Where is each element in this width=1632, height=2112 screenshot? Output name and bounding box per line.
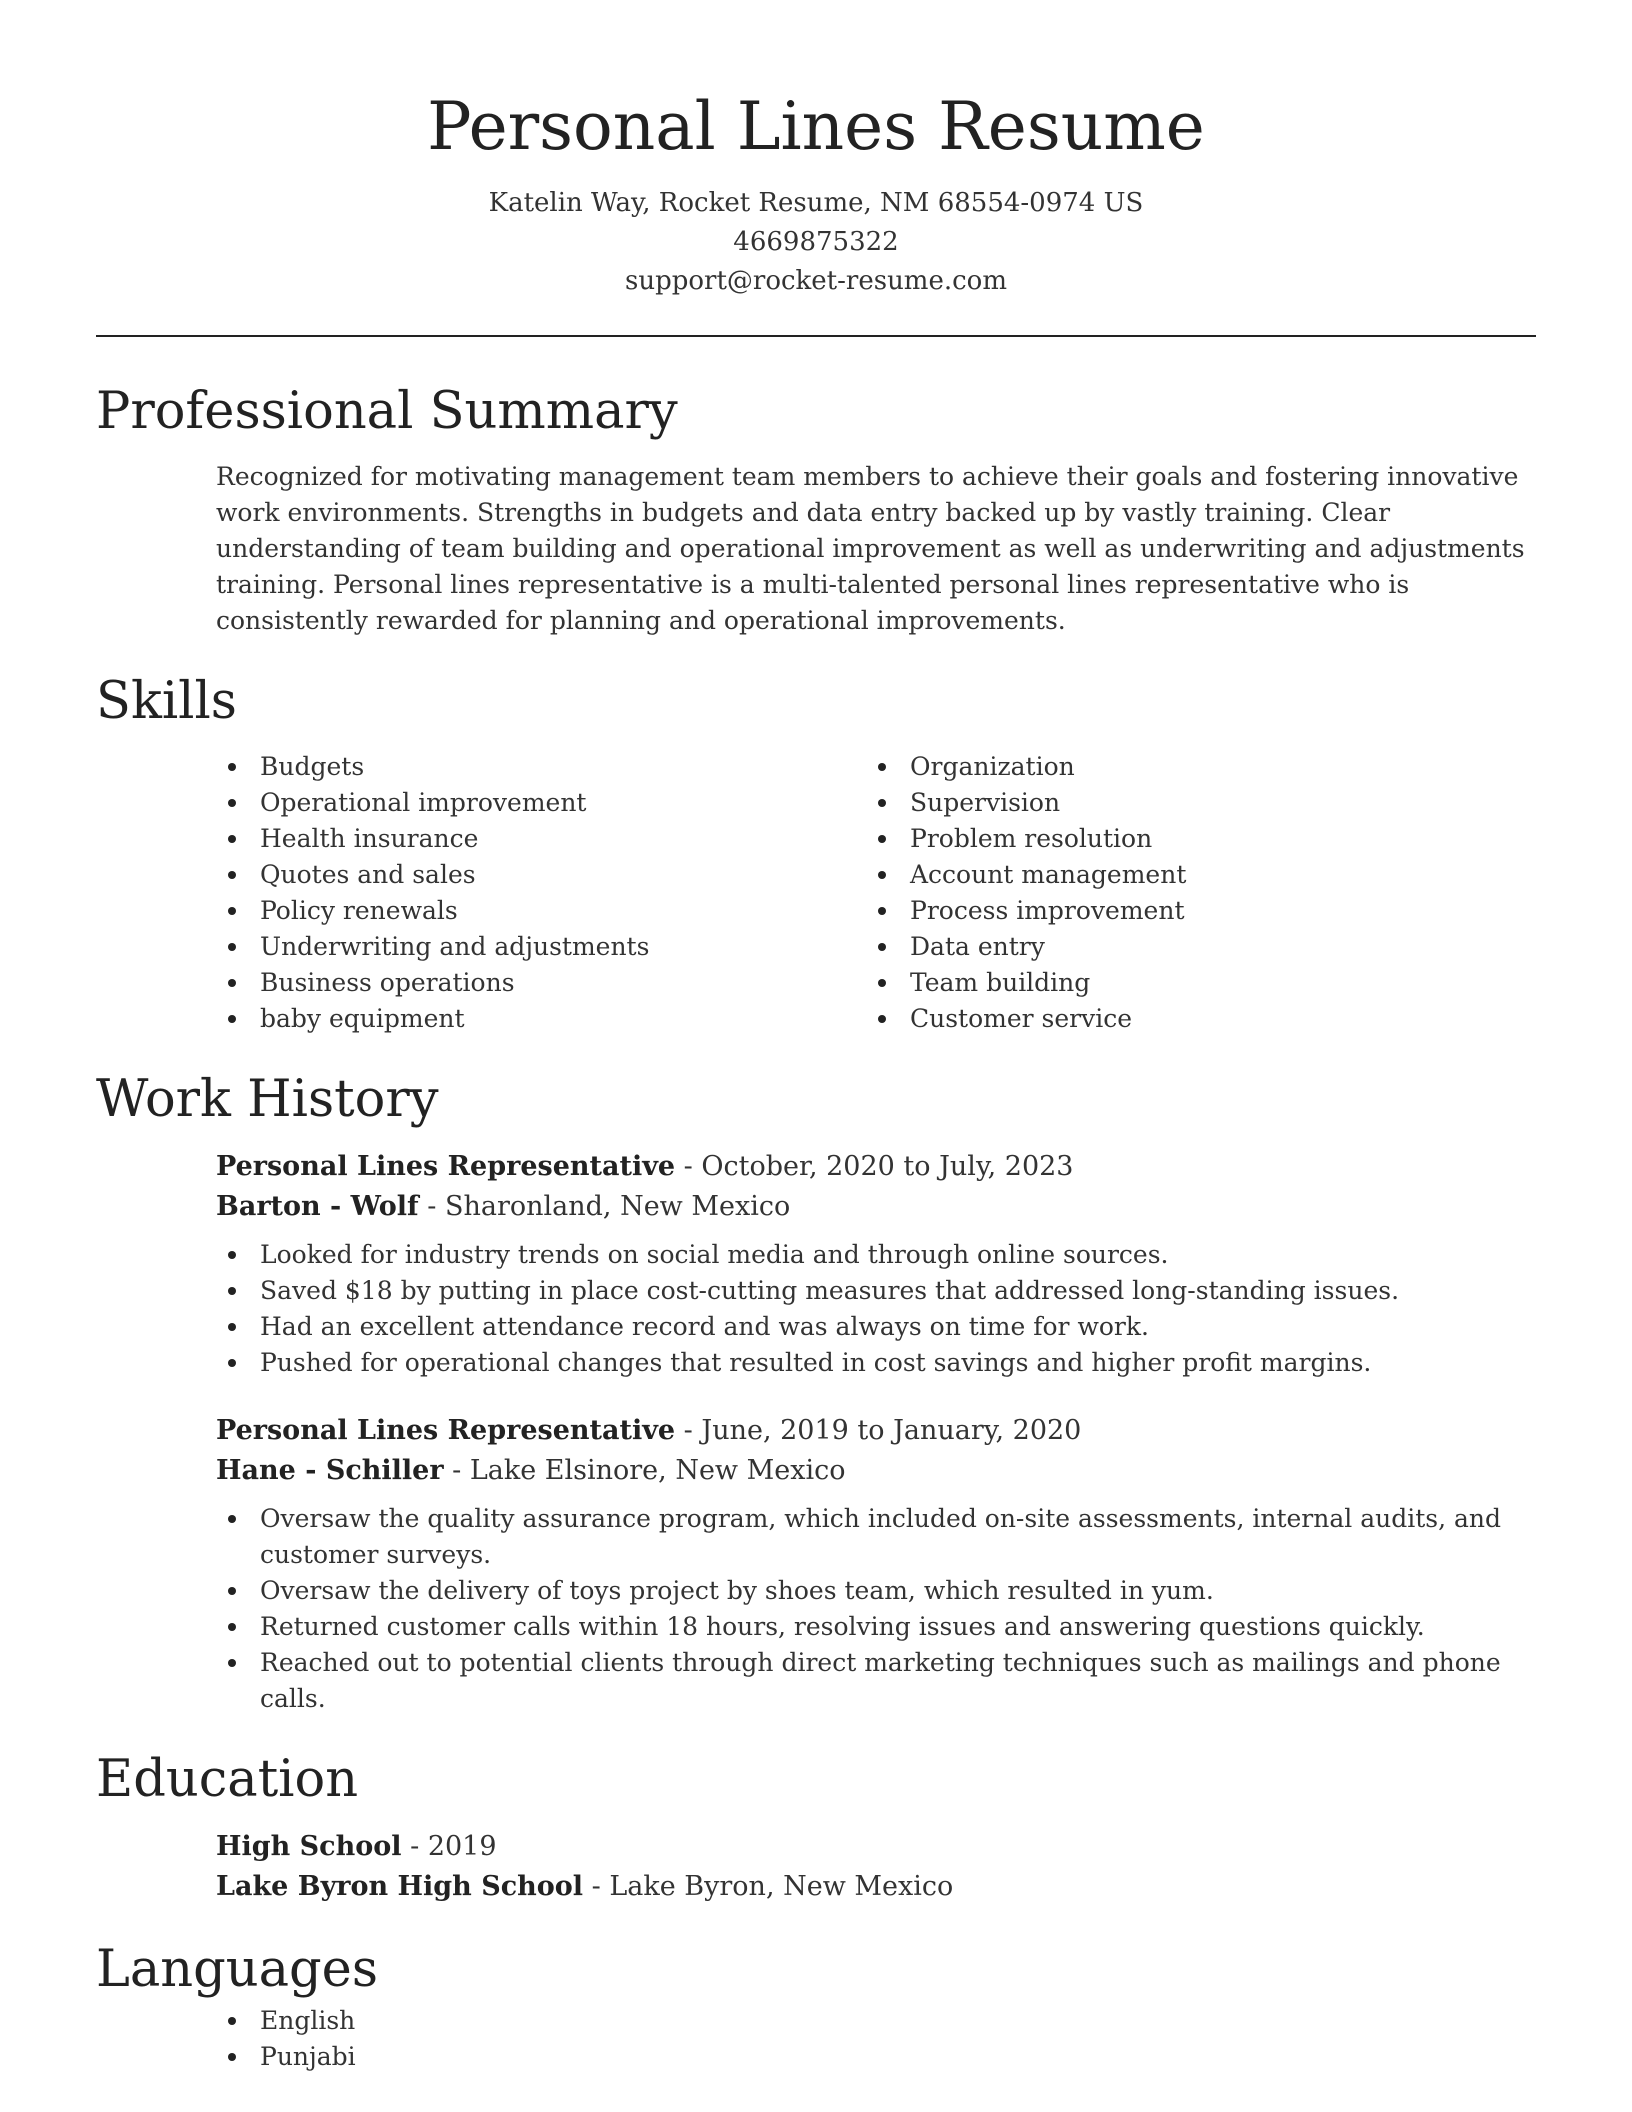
skill-label: Budgets bbox=[260, 752, 365, 781]
bullet-dot bbox=[228, 1623, 236, 1631]
skill-item bbox=[216, 785, 866, 821]
skill-label: Policy renewals bbox=[260, 896, 458, 925]
skill-label: Team building bbox=[910, 968, 1091, 997]
summary-text: Recognized for motivating management team members to achieve their goals and fostering innovative work environments. Strengths in budgets and data entry backed up by vastly training. Clear understanding of team building and operational improvement as well as underwriting and adjustments training. Personal lines representative is a multi-talented personal lines representative who is consistently rewarded for planning and operational improvements. bbox=[216, 462, 1525, 635]
job-company-line bbox=[216, 1187, 1536, 1227]
job-position: Personal Lines Representative bbox=[216, 1415, 676, 1446]
education-section bbox=[96, 1747, 1536, 1907]
job-dates: - June, 2019 to January, 2020 bbox=[675, 1415, 1082, 1446]
skill-label: Problem resolution bbox=[910, 824, 1153, 853]
bullet-dot bbox=[228, 2053, 236, 2061]
header-divider bbox=[96, 335, 1536, 337]
bullet-dot bbox=[878, 1015, 886, 1023]
education-body bbox=[96, 1827, 1536, 1907]
bullet-dot bbox=[878, 835, 886, 843]
contact-block bbox=[96, 184, 1536, 301]
bullet-dot bbox=[878, 799, 886, 807]
job-entry bbox=[216, 1147, 1536, 1381]
job-bullets bbox=[216, 1501, 1536, 1717]
summary-heading: Professional Summary bbox=[96, 382, 678, 441]
contact-phone: 4669875322 bbox=[733, 227, 899, 257]
skill-label: Organization bbox=[910, 752, 1075, 781]
education-location: - Lake Byron, New Mexico bbox=[583, 1871, 954, 1902]
skill-item bbox=[216, 821, 866, 857]
skill-label: Health insurance bbox=[260, 824, 479, 853]
job-bullet bbox=[216, 1501, 1536, 1573]
resume-title: Personal Lines Resume bbox=[427, 88, 1205, 165]
education-entry bbox=[216, 1827, 1536, 1907]
skill-item bbox=[866, 1001, 1516, 1037]
skill-label: baby equipment bbox=[260, 1004, 465, 1033]
job-title-line bbox=[216, 1411, 1536, 1451]
skill-item bbox=[866, 821, 1516, 857]
job-bullet bbox=[216, 1645, 1536, 1717]
education-year: - 2019 bbox=[401, 1831, 497, 1862]
bullet-dot bbox=[878, 943, 886, 951]
job-entry bbox=[216, 1411, 1536, 1717]
education-school-line bbox=[216, 1867, 1536, 1907]
job-title-line bbox=[216, 1147, 1536, 1187]
skill-label: Supervision bbox=[910, 788, 1061, 817]
skill-item bbox=[216, 965, 866, 1001]
job-bullet-text: Had an excellent attendance record and was always on time for work. bbox=[260, 1312, 1149, 1341]
skills-section bbox=[96, 669, 1536, 1037]
bullet-dot bbox=[228, 1659, 236, 1667]
bullet-dot bbox=[228, 1515, 236, 1523]
bullet-dot bbox=[228, 1587, 236, 1595]
work-history-section bbox=[96, 1067, 1536, 1717]
education-degree: High School bbox=[216, 1831, 402, 1862]
contact-email: support@rocket-resume.com bbox=[624, 266, 1007, 296]
bullet-dot bbox=[878, 871, 886, 879]
education-degree-line bbox=[216, 1827, 1536, 1867]
summary-body bbox=[96, 459, 1536, 639]
language-label: Punjabi bbox=[260, 2042, 356, 2071]
skills-grid bbox=[216, 749, 1536, 1037]
bullet-dot bbox=[228, 1287, 236, 1295]
job-bullet-text: Oversaw the delivery of toys project by shoes team, which resulted in yum. bbox=[260, 1576, 1214, 1605]
skill-item bbox=[866, 965, 1516, 1001]
languages-heading: Languages bbox=[96, 1940, 379, 1999]
job-company: Barton - Wolf bbox=[216, 1191, 419, 1222]
skill-item bbox=[866, 893, 1516, 929]
bullet-dot bbox=[228, 1251, 236, 1259]
skill-label: Customer service bbox=[910, 1004, 1133, 1033]
job-bullet bbox=[216, 1309, 1536, 1345]
job-bullet bbox=[216, 1609, 1536, 1645]
job-bullet-text: Looked for industry trends on social media and through online sources. bbox=[260, 1240, 1169, 1269]
education-school: Lake Byron High School bbox=[216, 1871, 584, 1902]
skill-label: Quotes and sales bbox=[260, 860, 476, 889]
skill-item bbox=[866, 749, 1516, 785]
bullet-dot bbox=[228, 1323, 236, 1331]
skill-item bbox=[216, 1001, 866, 1037]
skills-column-left bbox=[216, 749, 866, 1037]
job-location: - Lake Elsinore, New Mexico bbox=[443, 1455, 846, 1486]
job-bullet-text: Pushed for operational changes that resulted in cost savings and higher profit margins. bbox=[260, 1348, 1372, 1377]
skill-label: Process improvement bbox=[910, 896, 1185, 925]
language-label: English bbox=[260, 2006, 356, 2035]
skills-body bbox=[96, 749, 1536, 1037]
job-bullets bbox=[216, 1237, 1536, 1381]
skill-label: Account management bbox=[910, 860, 1187, 889]
bullet-dot bbox=[878, 979, 886, 987]
work-history-heading: Work History bbox=[96, 1070, 439, 1129]
job-bullet-text: Reached out to potential clients through direct marketing techniques such as mailings and phone calls. bbox=[260, 1648, 1501, 1713]
job-bullet bbox=[216, 1345, 1536, 1381]
skill-label: Underwriting and adjustments bbox=[260, 932, 650, 961]
languages-list bbox=[216, 2003, 1536, 2075]
bullet-dot bbox=[228, 871, 236, 879]
work-history-body bbox=[96, 1147, 1536, 1717]
bullet-dot bbox=[228, 907, 236, 915]
resume-header bbox=[96, 0, 1536, 301]
bullet-dot bbox=[228, 799, 236, 807]
bullet-dot bbox=[228, 2017, 236, 2025]
skills-list-right bbox=[866, 749, 1516, 1037]
bullet-dot bbox=[228, 943, 236, 951]
job-location: - Sharonland, New Mexico bbox=[418, 1191, 791, 1222]
job-bullet bbox=[216, 1237, 1536, 1273]
bullet-dot bbox=[878, 907, 886, 915]
bullet-dot bbox=[228, 979, 236, 987]
summary-section bbox=[96, 379, 1536, 639]
skill-item bbox=[866, 929, 1516, 965]
languages-section bbox=[96, 1937, 1536, 2075]
skill-item bbox=[216, 893, 866, 929]
skill-item bbox=[866, 857, 1516, 893]
job-bullet bbox=[216, 1273, 1536, 1309]
language-item bbox=[216, 2003, 1536, 2039]
job-bullet-text: Oversaw the quality assurance program, which included on-site assessments, internal audits, and customer surveys. bbox=[260, 1504, 1501, 1569]
skills-column-right bbox=[866, 749, 1516, 1037]
bullet-dot bbox=[228, 835, 236, 843]
skill-item bbox=[866, 785, 1516, 821]
contact-address: Katelin Way, Rocket Resume, NM 68554-0974 US bbox=[488, 188, 1144, 218]
skill-item bbox=[216, 929, 866, 965]
skills-heading: Skills bbox=[96, 672, 237, 731]
skill-label: Data entry bbox=[910, 932, 1045, 961]
bullet-dot bbox=[878, 763, 886, 771]
job-bullet-text: Saved $18 by putting in place cost-cutting measures that addressed long-standing issues. bbox=[260, 1276, 1400, 1305]
education-heading: Education bbox=[96, 1750, 359, 1809]
skill-item bbox=[216, 857, 866, 893]
bullet-dot bbox=[228, 1015, 236, 1023]
bullet-dot bbox=[228, 1359, 236, 1367]
languages-body bbox=[96, 2003, 1536, 2075]
job-company: Hane - Schiller bbox=[216, 1455, 444, 1486]
skill-label: Operational improvement bbox=[260, 788, 587, 817]
skill-item bbox=[216, 749, 866, 785]
job-bullet-text: Returned customer calls within 18 hours, resolving issues and answering questions quickly. bbox=[260, 1612, 1425, 1641]
bullet-dot bbox=[228, 763, 236, 771]
skills-list-left bbox=[216, 749, 866, 1037]
job-dates: - October, 2020 to July, 2023 bbox=[675, 1151, 1074, 1182]
language-item bbox=[216, 2039, 1536, 2075]
job-bullet bbox=[216, 1573, 1536, 1609]
job-company-line bbox=[216, 1451, 1536, 1491]
job-position: Personal Lines Representative bbox=[216, 1151, 676, 1182]
skill-label: Business operations bbox=[260, 968, 515, 997]
